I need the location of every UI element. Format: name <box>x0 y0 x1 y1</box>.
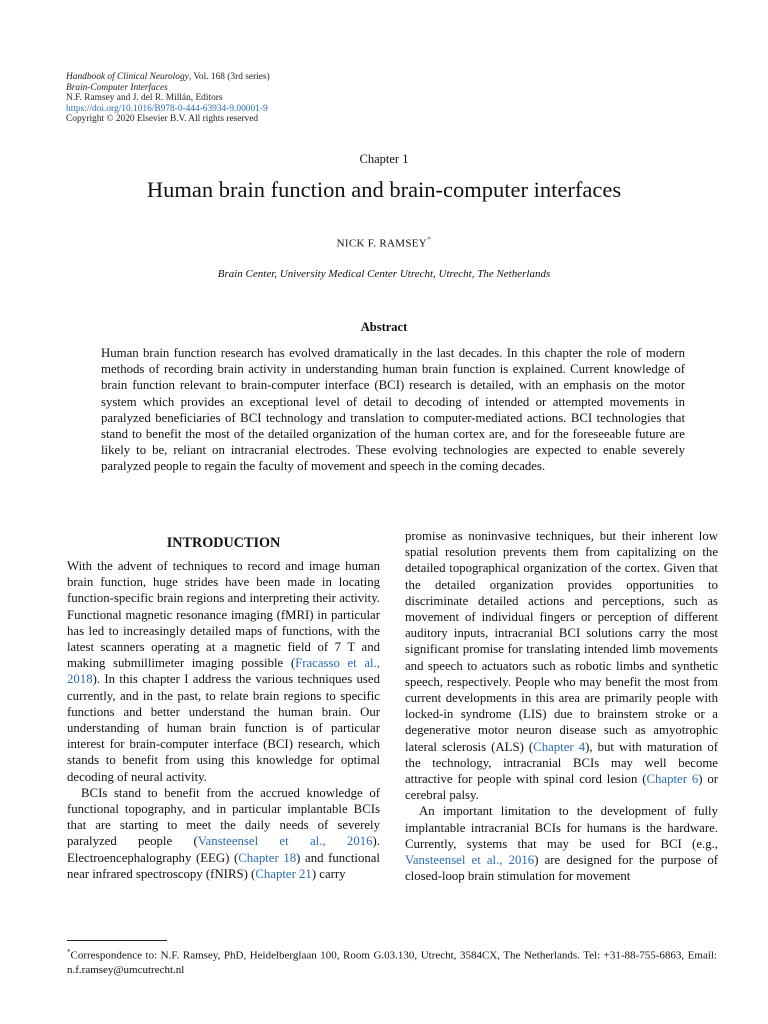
paragraph-2-text-d: ) carry <box>311 866 346 881</box>
paragraph-3 <box>405 528 718 803</box>
chapter-number: Chapter 1 <box>359 152 409 166</box>
doi-link[interactable]: https://doi.org/10.1016/B978-0-444-63934-9.00001-9 <box>66 103 268 114</box>
chapter-link[interactable]: Chapter 6 <box>646 772 699 787</box>
chapter-link[interactable]: Chapter 21 <box>255 866 312 881</box>
paragraph-2 <box>67 785 380 882</box>
author-name: NICK F. RAMSEY <box>336 237 428 250</box>
footnote-text: Correspondence to: N.F. Ramsey, PhD, Heidelberglaan 100, Room G.03.130, Utrecht, 3584CX, The Netherlands. Tel: +31-88-755-6863, Email: n.f.ramsey@umcutrecht.nl <box>67 949 717 977</box>
paragraph-3-text-c: ) or cerebral palsy. <box>405 772 719 803</box>
paragraph-1 <box>67 558 380 785</box>
section-heading-introduction: INTRODUCTION <box>166 535 281 551</box>
paragraph-1-text-a: With the advent of techniques to record and image human brain function, huge strides have been made in locating function-specific brain regions and interpreting their activity. Functional magnetic resonance imaging (fMRI) in particular has led to increasingly detailed maps of functions, with the latest scanners operating at a magnetic field of 7 T and making submillimeter imaging possible ( <box>67 559 380 671</box>
citation-link[interactable]: Fracasso et al., 2018 <box>67 656 380 687</box>
book-title: Brain-Computer Interfaces <box>66 82 168 93</box>
abstract-text: Human brain function research has evolved dramatically in the last decades. In this chapter the role of modern methods of recording brain activity in understanding human brain function is explained. Current knowledge of brain function relevant to brain-computer interface (BCI) research is detailed, with an emphasis on the motor system which provides an exceptional level of detail to decoding of intended or attempted movements in paralyzed beneficiaries of BCI technology and translation to computer-mediated actions. BCI technologies that stand to benefit the most of the detailed organization of the human cortex are, and for the foreseeable future are likely to be, reliant on intracranial electrodes. These evolving technologies are expected to enable severely paralyzed people to regain the faculty of movement and speech in the coming decades. <box>101 346 685 474</box>
series-title: Handbook of Clinical Neurology <box>66 72 189 82</box>
copyright: Copyright © 2020 Elsevier B.V. All rights reserved <box>66 114 259 125</box>
paragraph-2-text-a: BCIs stand to benefit from the accrued knowledge of functional topography, and in particular implantable BCIs that are starting to meet the daily needs of severely paralyzed people ( <box>67 785 380 849</box>
left-column <box>67 534 380 882</box>
citation-link[interactable]: Vansteensel et al., 2016 <box>197 834 373 849</box>
chapter-title: Human brain function and brain-computer interfaces <box>146 177 622 202</box>
paragraph-2-text-b: ). Electroencephalography (EEG) ( <box>67 834 380 865</box>
footnote-divider <box>67 940 167 941</box>
paragraph-3-text-a: promise as noninvasive techniques, but their inherent low spatial resolution prevents them from capitalizing on the detailed topographical organization of the cortex. Given that the detailed organization provides opportunities to discriminate detailed actions and perceptions, such as movement of individual fingers or perception of different auditory inputs, intracranial BCI solutions carry the most significant promise for translating intended limb movements and speech to actuators such as robotic limbs and synthetic speech, respectively. People who may benefit the most from current developments in this area are primarily people with locked-in syndrome (LIS) due to brainstem stroke or a degenerative motor neuron disease such as amyotrophic lateral sclerosis (ALS) ( <box>405 529 718 754</box>
paragraph-4 <box>405 803 718 884</box>
series-volume: , Vol. 168 (3rd series) <box>188 72 270 82</box>
right-column <box>405 528 718 884</box>
correspondence-footnote <box>67 945 717 978</box>
paragraph-3-text-b: ), but with maturation of the technology, intracranial BCIs may well become attractive for people with spinal cord lesion ( <box>405 739 718 787</box>
footnote-mark: * <box>67 948 71 956</box>
editors: N.F. Ramsey and J. del R. Millán, Editors <box>66 93 223 104</box>
author-line <box>0 235 768 250</box>
chapter-link[interactable]: Chapter 4 <box>533 739 586 754</box>
paragraph-4-text-b: ) are designed for the purpose of closed-loop brain stimulation for movement <box>405 853 718 884</box>
affiliation: Brain Center, University Medical Center Utrecht, Utrecht, The Netherlands <box>217 268 551 280</box>
author-footnote-mark[interactable]: * <box>427 235 432 244</box>
paragraph-1-text-b: ). In this chapter I address the various techniques used currently, and in the past, to relate brain regions to specific functions and better understand the human brain. Our understanding of human brain function is of particular interest for brain-computer interface (BCI) research, which stands to benefit from using this knowledge for optimal decoding of neural activity. <box>67 672 380 784</box>
paragraph-4-text-a: An important limitation to the development of fully implantable intracranial BCIs for humans is the hardware. Currently, systems that may be used for BCI (e.g., <box>405 804 718 851</box>
front-matter <box>66 72 486 125</box>
citation-link[interactable]: Vansteensel et al., 2016 <box>405 853 535 868</box>
paragraph-2-text-c: ) and functional near infrared spectroscopy (fNIRS) ( <box>67 850 380 881</box>
abstract-heading: Abstract <box>360 320 408 334</box>
chapter-link[interactable]: Chapter 18 <box>238 850 297 865</box>
